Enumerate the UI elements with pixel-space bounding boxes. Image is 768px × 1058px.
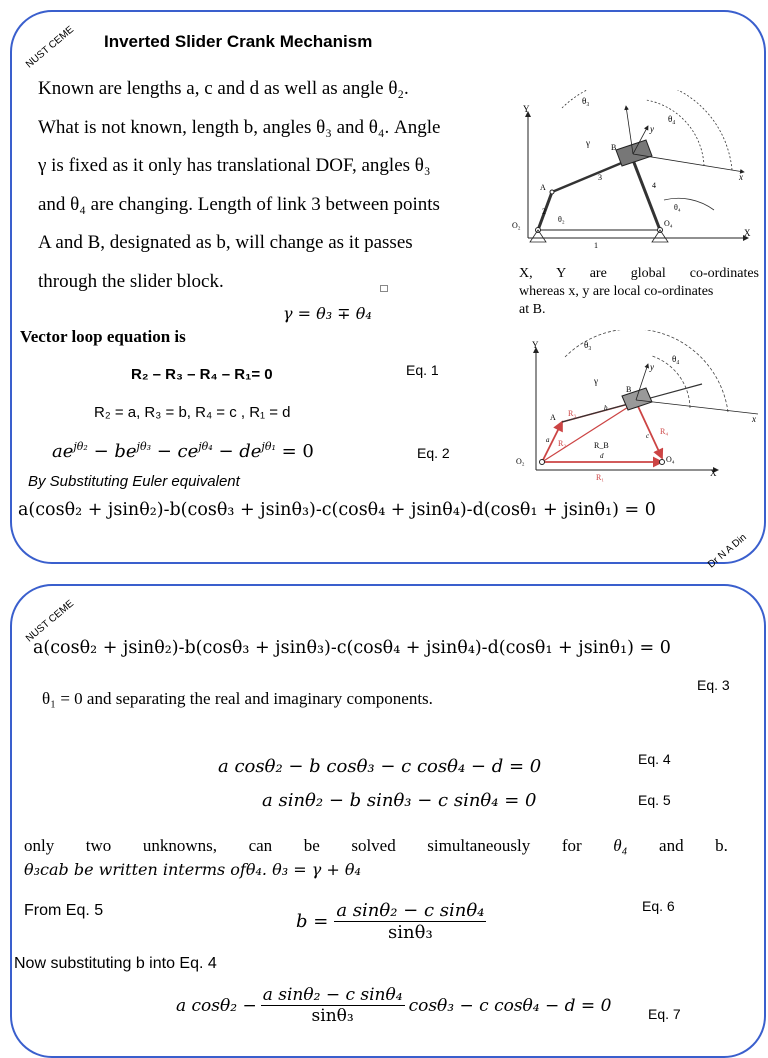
y-axis-label: Y <box>523 104 530 114</box>
fig2-label: O₄ <box>666 455 675 464</box>
euler-equation: a(cosθ₂ + jsinθ₂)-b(cosθ₃ + jsinθ₃)-c(cosθ₄ + jsinθ₄)-d(cosθ₁ + jsinθ₁) = 0 <box>18 500 656 520</box>
fig2-label: R₄ <box>660 427 669 436</box>
eq7-fraction <box>261 985 405 1026</box>
vector-loop-heading: Vector loop equation is <box>20 327 186 346</box>
eq7-rhs: cosθ₃ − c cosθ₄ − d = 0 <box>408 995 612 1016</box>
fig1-label: y <box>650 124 654 134</box>
euler-heading: By Substituting Euler equivalent <box>28 473 240 490</box>
unknowns-word: θ₄ <box>613 836 628 855</box>
intro-line: A and B, designated as b, will change as it passes <box>38 232 413 253</box>
gamma-equation: γ = θ₃ ∓ θ₄ <box>283 304 372 323</box>
intro-line: What is not known, length b, angles θ₃ and θ₄. Angle <box>38 116 441 138</box>
fig2-label: O₂ <box>516 457 525 466</box>
fig1-label: 4 <box>652 181 656 190</box>
eq4-label: Eq. 4 <box>638 751 671 767</box>
theta3-relation: θ₃cab be written interms ofθ₄. θ₃ = γ + θ₄ <box>24 860 361 879</box>
slide-title: Inverted Slider Crank Mechanism <box>104 32 373 51</box>
fig1-label: O₂ <box>512 221 521 230</box>
fig1-label: 1 <box>594 241 598 250</box>
unknowns-word: two <box>85 836 112 855</box>
theta1-statement: θ₁ = 0 and separating the real and imaginary components. <box>42 689 433 708</box>
fig2-label: c <box>646 432 650 440</box>
from-eq5-label: From Eq. 5 <box>24 902 104 919</box>
fig1-label: O₄ <box>664 219 673 228</box>
fig1-label: θ₃ <box>582 96 590 106</box>
eq6-denominator: sinθ₃ <box>388 922 433 943</box>
eq2-term: = 0 <box>275 441 314 462</box>
fig1-label: x <box>739 172 743 182</box>
mechanism-figure-vectors <box>512 330 762 490</box>
now-substituting-label: Now substituting b into Eq. 4 <box>14 955 217 972</box>
eq2-term: − be <box>87 441 137 462</box>
unknowns-line <box>24 836 728 856</box>
eq5-label: Eq. 5 <box>638 792 671 808</box>
unknowns-word: and <box>659 836 684 855</box>
watermark-author: Dr N A Din <box>706 531 749 571</box>
eq6-fraction <box>334 900 486 943</box>
eq6-numerator: a sinθ₂ − c sinθ₄ <box>336 900 485 921</box>
intro-line: γ is fixed as it only has translational DOF, angles θ₃ <box>38 155 431 176</box>
caption-line: whereas x, y are local co-ordinates <box>519 284 714 299</box>
fig2-label: R₃ <box>568 409 577 418</box>
caption-line: X, Y are global co-ordinates <box>519 266 759 281</box>
equation-5: a sinθ₂ − b sinθ₃ − c sinθ₄ = 0 <box>262 790 537 811</box>
equation-6 <box>296 900 486 943</box>
eq2-exp: jθ₁ <box>261 440 276 453</box>
fig2-label: x <box>752 414 756 424</box>
eq7-label: Eq. 7 <box>648 1006 681 1022</box>
unknowns-word: b. <box>715 836 728 855</box>
equation-7 <box>176 985 611 1026</box>
fig2-label: θ₃ <box>584 340 592 350</box>
fig1-label: 3 <box>598 173 602 182</box>
fig1-label: 2 <box>542 207 546 216</box>
fig2-label: R_B <box>594 441 609 450</box>
equation-1: R₂ – R₃ – R₄ – R₁= 0 <box>131 366 273 383</box>
intro-line: Known are lengths a, c and d as well as angle θ₂. <box>38 78 409 99</box>
eq2-label: Eq. 2 <box>417 445 450 461</box>
x-axis-label: X <box>744 228 751 238</box>
fig2-label: θ₄ <box>672 354 680 364</box>
fig2-label: a <box>546 436 550 444</box>
fig1-label: B <box>611 143 617 152</box>
eq7-lhs: a cosθ₂ − <box>176 995 257 1016</box>
fig2-label: γ <box>594 376 598 386</box>
eq7-numerator: a sinθ₂ − c sinθ₄ <box>262 985 403 1005</box>
unknowns-word: only <box>24 836 55 855</box>
mechanism-figure-global <box>508 90 760 260</box>
eq2-term: − ce <box>151 441 199 462</box>
intro-line: through the slider block. <box>38 270 224 292</box>
fig1-label: θ₄ <box>674 203 681 212</box>
unknowns-word: unknowns, <box>142 836 218 855</box>
watermark-nust-ceme: NUST CEME <box>24 598 77 645</box>
fig2-label: d <box>600 452 604 460</box>
eq1-label: Eq. 1 <box>406 362 439 378</box>
intro-line: and θ₄ are changing. Length of link 3 between points <box>38 193 440 215</box>
unknowns-word: solved <box>351 836 396 855</box>
eq2-exp: jθ₄ <box>198 440 213 453</box>
vector-definitions: R₂ = a, R₃ = b, R₄ = c , R₁ = d <box>94 404 291 421</box>
unknowns-word: simultaneously <box>427 836 531 855</box>
fig1-label: θ₂ <box>558 215 565 224</box>
fig2-label: A <box>550 413 556 422</box>
equation-4: a cosθ₂ − b cosθ₃ − c cosθ₄ − d = 0 <box>218 756 542 777</box>
fig1-label: θ₄ <box>668 114 676 124</box>
eq2-exp: jθ₂ <box>73 440 88 453</box>
watermark-nust-ceme: NUST CEME <box>24 24 77 71</box>
eq6-lhs: b = <box>296 911 329 932</box>
figure-caption <box>519 265 759 319</box>
eq2-term: − de <box>212 441 262 462</box>
unknowns-word: be <box>303 836 320 855</box>
fig2-label: R₁ <box>596 473 605 482</box>
fig2-label: B <box>626 385 632 394</box>
fig1-label: A <box>540 183 546 192</box>
eq6-label: Eq. 6 <box>642 898 675 914</box>
fig1-label: γ <box>586 138 590 148</box>
eq7-denominator: sinθ₃ <box>311 1006 354 1026</box>
checkbox-placeholder <box>380 285 388 292</box>
eq3-label: Eq. 3 <box>697 677 730 693</box>
fig2-label: Y <box>532 340 539 350</box>
intro-paragraph <box>38 70 498 301</box>
fig2-label: y <box>650 362 654 372</box>
fig2-label: b <box>604 404 608 412</box>
caption-line: at B. <box>519 302 546 317</box>
unknowns-word: can <box>248 836 273 855</box>
eq2-term: ae <box>52 441 74 462</box>
fig2-label: R₂ <box>558 439 567 448</box>
fig2-label: X <box>710 468 717 478</box>
unknowns-word: for <box>561 836 582 855</box>
equation-2 <box>52 440 314 462</box>
eq2-exp: jθ₃ <box>136 440 151 453</box>
euler-equation-repeat: a(cosθ₂ + jsinθ₂)-b(cosθ₃ + jsinθ₃)-c(cosθ₄ + jsinθ₄)-d(cosθ₁ + jsinθ₁) = 0 <box>33 638 671 658</box>
